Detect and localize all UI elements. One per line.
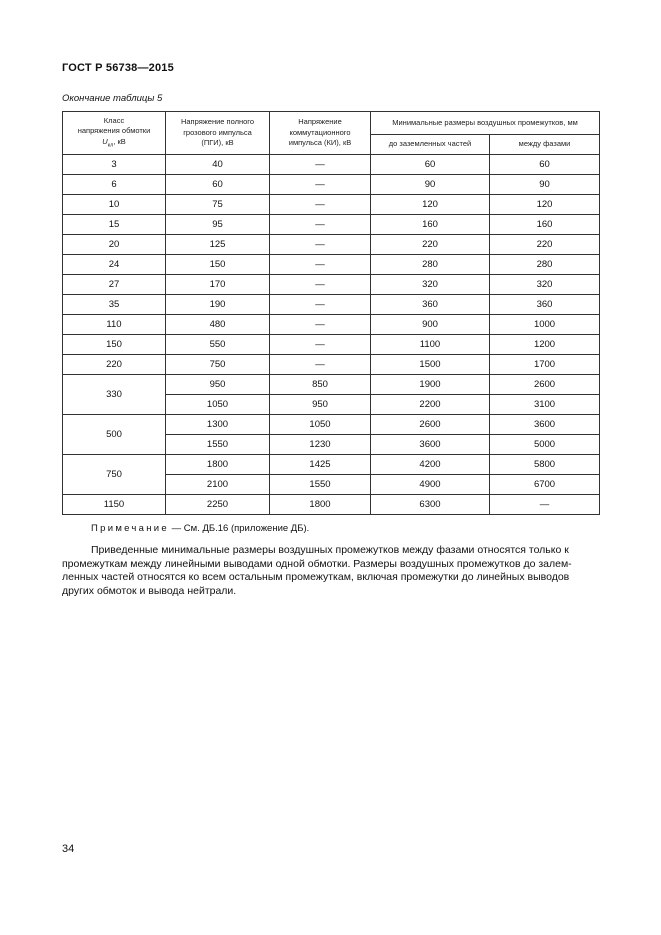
paragraph-line: промежуткам между линейными выводами одной обмотки. Размеры воздушных промежутков до залем- xyxy=(62,557,572,570)
page-number: 34 xyxy=(62,843,75,855)
cell-phase: 6700 xyxy=(490,475,600,495)
cell-ki: — xyxy=(270,215,371,235)
cell-phase: 1000 xyxy=(490,315,600,335)
table-row xyxy=(63,455,600,475)
cell-earth: 160 xyxy=(371,215,490,235)
cell-earth: 2600 xyxy=(371,415,490,435)
cell-earth: 4200 xyxy=(371,455,490,475)
table-row xyxy=(63,215,600,235)
cell-phase: 280 xyxy=(490,255,600,275)
cell-ki: — xyxy=(270,195,371,215)
cell-class: 35 xyxy=(63,295,166,315)
cell-class: 6 xyxy=(63,175,166,195)
cell-pgi: 1800 xyxy=(166,455,270,475)
cell-phase: 1700 xyxy=(490,355,600,375)
cell-ki: — xyxy=(270,155,371,175)
table-row xyxy=(63,335,600,355)
cell-pgi: 1050 xyxy=(166,395,270,415)
table-row xyxy=(63,255,600,275)
cell-phase: 160 xyxy=(490,215,600,235)
cell-ki: — xyxy=(270,335,371,355)
cell-ki: — xyxy=(270,235,371,255)
cell-phase: 5000 xyxy=(490,435,600,455)
table-caption: Окончание таблицы 5 xyxy=(62,93,163,104)
cell-ki: — xyxy=(270,175,371,195)
cell-phase: 90 xyxy=(490,175,600,195)
header-voltage-class: Класс напряжения обмотки $U_{кл}$, кВ xyxy=(63,112,166,155)
paragraph-line: Приведенные минимальные размеры воздушных промежутков между фазами относятся только к xyxy=(91,544,569,556)
header-min-clearances: Минимальные размеры воздушных промежутков, мм xyxy=(371,112,600,135)
header-switching-impulse: Напряжение коммутационного импульса (КИ), кВ xyxy=(270,112,371,155)
cell-class: 27 xyxy=(63,275,166,295)
table-row xyxy=(63,195,600,215)
cell-ki: 1550 xyxy=(270,475,371,495)
cell-pgi: 150 xyxy=(166,255,270,275)
cell-phase: 5800 xyxy=(490,455,600,475)
header-to-earth: до заземленных частей xyxy=(371,135,490,155)
cell-phase: 3100 xyxy=(490,395,600,415)
cell-earth: 220 xyxy=(371,235,490,255)
cell-earth: 120 xyxy=(371,195,490,215)
cell-pgi: 950 xyxy=(166,375,270,395)
table-row xyxy=(63,415,600,435)
document-code: ГОСТ Р 56738—2015 xyxy=(62,62,174,74)
table-row xyxy=(63,315,600,335)
cell-earth: 2200 xyxy=(371,395,490,415)
table-note xyxy=(91,523,309,534)
clearance-table xyxy=(62,111,600,515)
header-between-phases: между фазами xyxy=(490,135,600,155)
cell-pgi: 75 xyxy=(166,195,270,215)
table-row xyxy=(63,235,600,255)
cell-phase: — xyxy=(490,495,600,515)
body-paragraph xyxy=(62,544,599,598)
cell-class: 3 xyxy=(63,155,166,175)
cell-pgi: 170 xyxy=(166,275,270,295)
paragraph-line: ленных частей относятся ко всем остальным промежуткам, включая промежутки до линейных выводов xyxy=(62,571,570,584)
cell-class: 150 xyxy=(63,335,166,355)
note-text: — См. ДБ.16 (приложение ДБ). xyxy=(169,523,310,534)
cell-ki: 1050 xyxy=(270,415,371,435)
cell-class: 20 xyxy=(63,235,166,255)
table-row xyxy=(63,375,600,395)
cell-class: 750 xyxy=(63,455,166,495)
cell-ki: — xyxy=(270,255,371,275)
cell-class: 1150 xyxy=(63,495,166,515)
cell-pgi: 40 xyxy=(166,155,270,175)
cell-ki: 1800 xyxy=(270,495,371,515)
cell-ki: 1230 xyxy=(270,435,371,455)
cell-earth: 6300 xyxy=(371,495,490,515)
table-row xyxy=(63,495,600,515)
header-lightning-impulse: Напряжение полного грозового импульса (ПГИ), кВ xyxy=(166,112,270,155)
cell-earth: 1100 xyxy=(371,335,490,355)
cell-class: 15 xyxy=(63,215,166,235)
cell-phase: 220 xyxy=(490,235,600,255)
cell-ki: — xyxy=(270,315,371,335)
cell-pgi: 1550 xyxy=(166,435,270,455)
table-row xyxy=(63,175,600,195)
cell-phase: 320 xyxy=(490,275,600,295)
cell-ki: 950 xyxy=(270,395,371,415)
cell-pgi: 125 xyxy=(166,235,270,255)
cell-pgi: 95 xyxy=(166,215,270,235)
cell-earth: 280 xyxy=(371,255,490,275)
cell-earth: 90 xyxy=(371,175,490,195)
cell-earth: 1500 xyxy=(371,355,490,375)
cell-class: 24 xyxy=(63,255,166,275)
table-row xyxy=(63,355,600,375)
table-row xyxy=(63,275,600,295)
note-label: Примечание xyxy=(91,523,169,534)
paragraph-line: других обмоток и вывода нейтрали. xyxy=(62,584,237,597)
cell-earth: 900 xyxy=(371,315,490,335)
cell-pgi: 750 xyxy=(166,355,270,375)
cell-pgi: 2250 xyxy=(166,495,270,515)
cell-earth: 60 xyxy=(371,155,490,175)
cell-phase: 1200 xyxy=(490,335,600,355)
cell-ki: — xyxy=(270,295,371,315)
cell-earth: 1900 xyxy=(371,375,490,395)
cell-phase: 120 xyxy=(490,195,600,215)
cell-pgi: 2100 xyxy=(166,475,270,495)
cell-class: 500 xyxy=(63,415,166,455)
cell-phase: 360 xyxy=(490,295,600,315)
cell-earth: 4900 xyxy=(371,475,490,495)
cell-class: 10 xyxy=(63,195,166,215)
table-row xyxy=(63,295,600,315)
cell-pgi: 60 xyxy=(166,175,270,195)
table-row xyxy=(63,155,600,175)
cell-phase: 2600 xyxy=(490,375,600,395)
cell-pgi: 190 xyxy=(166,295,270,315)
cell-ki: 1425 xyxy=(270,455,371,475)
cell-ki: — xyxy=(270,275,371,295)
cell-ki: — xyxy=(270,355,371,375)
cell-earth: 360 xyxy=(371,295,490,315)
cell-phase: 3600 xyxy=(490,415,600,435)
cell-class: 220 xyxy=(63,355,166,375)
cell-earth: 3600 xyxy=(371,435,490,455)
cell-earth: 320 xyxy=(371,275,490,295)
cell-pgi: 550 xyxy=(166,335,270,355)
cell-phase: 60 xyxy=(490,155,600,175)
cell-class: 330 xyxy=(63,375,166,415)
cell-pgi: 1300 xyxy=(166,415,270,435)
cell-class: 110 xyxy=(63,315,166,335)
cell-pgi: 480 xyxy=(166,315,270,335)
cell-ki: 850 xyxy=(270,375,371,395)
